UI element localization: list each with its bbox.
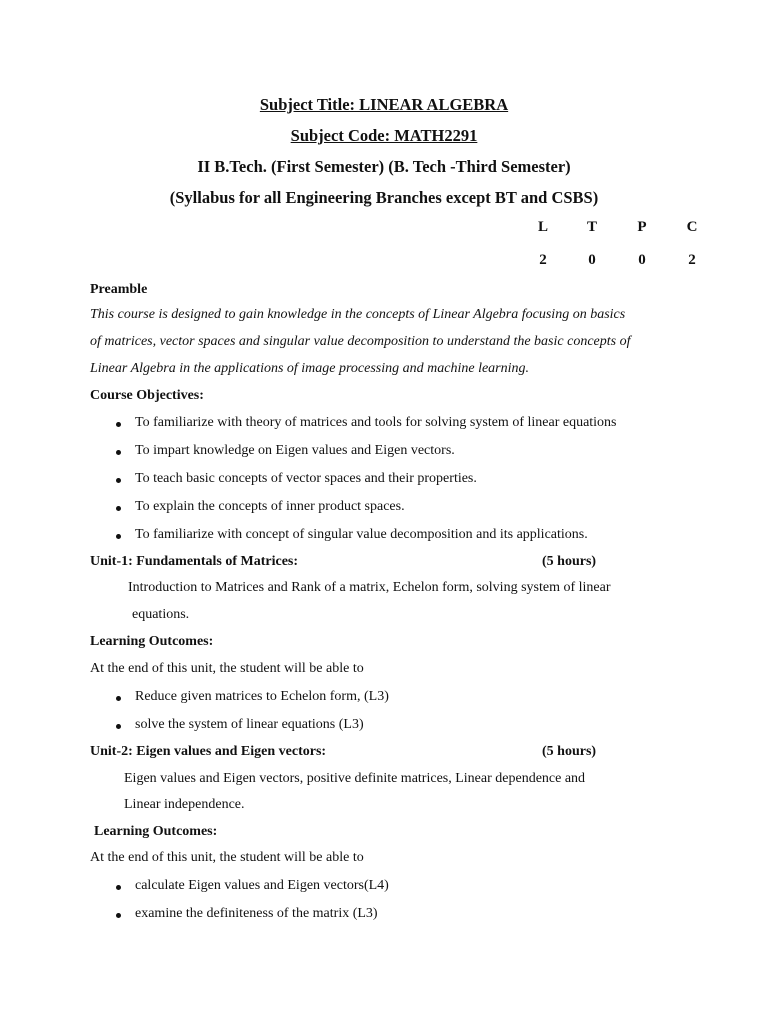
unit2-heading: Unit-2: Eigen values and Eigen vectors: bbox=[90, 744, 327, 759]
credit-header-c: C bbox=[686, 219, 698, 235]
list-item: To familiarize with theory of matrices and tools for solving system of linear equations bbox=[135, 415, 617, 430]
credit-header-l: L bbox=[537, 219, 548, 235]
unit2-content-line: Eigen values and Eigen vectors, positive definite matrices, Linear dependence and bbox=[124, 771, 586, 786]
subject-title: Subject Title: LINEAR ALGEBRA bbox=[259, 95, 509, 114]
unit1-outcomes-heading: Learning Outcomes: bbox=[90, 634, 214, 649]
unit2-content-line: Linear independence. bbox=[124, 797, 245, 812]
subject-code: Subject Code: MATH2291 bbox=[290, 126, 478, 145]
bullet-icon bbox=[116, 450, 121, 455]
preamble-line: Linear Algebra in the applications of image processing and machine learning. bbox=[90, 361, 530, 376]
credit-value-t: 0 bbox=[588, 252, 596, 268]
list-item: Reduce given matrices to Echelon form, (L3) bbox=[135, 689, 389, 704]
bullet-icon bbox=[116, 478, 121, 483]
unit1-content-line: equations. bbox=[132, 607, 190, 622]
list-item: To explain the concepts of inner product spaces. bbox=[135, 499, 405, 514]
unit2-outcomes-heading: Learning Outcomes: bbox=[94, 824, 218, 839]
list-item: To familiarize with concept of singular value decomposition and its applications. bbox=[135, 527, 588, 542]
preamble-line: of matrices, vector spaces and singular value decomposition to understand the basic concepts of bbox=[90, 334, 631, 349]
unit1-content-line: Introduction to Matrices and Rank of a matrix, Echelon form, solving system of linear bbox=[128, 580, 611, 595]
bullet-icon bbox=[116, 696, 121, 701]
objectives-heading: Course Objectives: bbox=[90, 388, 204, 403]
credit-value-c: 2 bbox=[688, 252, 696, 268]
preamble-heading: Preamble bbox=[90, 282, 148, 297]
credit-value-p: 0 bbox=[638, 252, 646, 268]
list-item: To impart knowledge on Eigen values and Eigen vectors. bbox=[135, 443, 455, 458]
bullet-icon bbox=[116, 724, 121, 729]
bullet-icon bbox=[116, 913, 121, 918]
semester-line: II B.Tech. (First Semester) (B. Tech -Third Semester) bbox=[197, 157, 571, 176]
unit1-hours: (5 hours) bbox=[542, 554, 597, 569]
syllabus-line: (Syllabus for all Engineering Branches except BT and CSBS) bbox=[169, 188, 599, 207]
list-item: To teach basic concepts of vector spaces and their properties. bbox=[135, 471, 477, 486]
credit-header-t: T bbox=[586, 219, 597, 235]
unit2-outcomes-intro: At the end of this unit, the student will be able to bbox=[90, 850, 364, 865]
preamble-line: This course is designed to gain knowledge in the concepts of Linear Algebra focusing on basics bbox=[90, 307, 626, 322]
credit-value-l: 2 bbox=[539, 252, 547, 268]
list-item: examine the definiteness of the matrix (L3) bbox=[135, 906, 378, 921]
unit2-hours: (5 hours) bbox=[542, 744, 597, 759]
list-item: calculate Eigen values and Eigen vectors(L4) bbox=[135, 878, 389, 893]
list-item: solve the system of linear equations (L3) bbox=[135, 717, 364, 732]
unit1-heading: Unit-1: Fundamentals of Matrices: bbox=[90, 554, 299, 569]
bullet-icon bbox=[116, 506, 121, 511]
bullet-icon bbox=[116, 885, 121, 890]
credit-header-p: P bbox=[637, 219, 647, 235]
bullet-icon bbox=[116, 422, 121, 427]
unit1-outcomes-intro: At the end of this unit, the student will be able to bbox=[90, 661, 364, 676]
bullet-icon bbox=[116, 534, 121, 539]
